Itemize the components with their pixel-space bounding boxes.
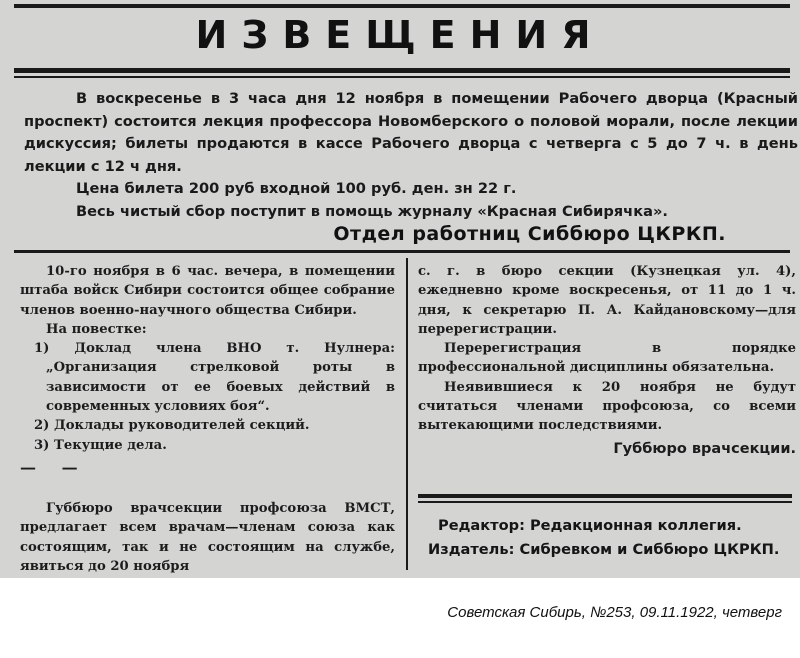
section-divider-rule [14,250,790,253]
page-title: ИЗВЕЩЕНИЯ [195,13,605,57]
announcement-signature [0,221,800,247]
source-caption: Советская Сибирь, №253, 09.11.1922, четверг [447,604,782,621]
warning-notice: Неявившиеся к 20 ноября не будут считаться членами профсоюза, со всеми вытекающими последствиями. [418,379,796,434]
left-column [20,262,395,576]
separator-dashes: — — [20,457,88,477]
notice-continuation: с. г. в бюро секции (Кузнецкая ул. 4), ежедневно кроме воскресенья, от 11 до 1 ч. дня, к секретарю П. А. Кайдановскому—для перерегистрации. [418,264,796,337]
reregistration-notice: Перерегистрация в порядке профессиональной дисциплины обязательна. [418,341,796,376]
imprint-rule [418,494,792,498]
agenda-item: 2) Доклады руководителей секций. [34,418,310,434]
top-border-rule [14,4,790,8]
title-underline-thin-rule [14,76,790,78]
column-divider-rule [406,258,408,570]
vrachsektsiya-signature: Губбюро врачсекции. [613,440,796,457]
vmst-notice: Губбюро врачсекции профсоюза ВМСТ, предлагает всем врачам—членам союза как состоящим, так и не состоящим на службе, явиться до 20 ноября [20,500,395,574]
title-underline-rule [14,68,790,73]
ticket-price-line: Цена билета 200 руб входной 100 руб. ден. зн 22 г. [76,180,517,197]
lecture-announcement [24,88,798,223]
agenda-label: На повестке: [46,321,147,337]
imprint-block [420,514,792,562]
publisher-line: Издатель: Сибревком и Сиббюро ЦКРКП. [428,541,780,558]
announcement-paragraph: В воскресенье в 3 часа дня 12 ноября в помещении Рабочего дворца (Красный проспект) состоится лекция профессора Новомберского о половой морали, после лекции дискуссия; билеты продаются в кассе Рабочего дворца с четверга с 5 до 7 ч. в день лекции с 12 ч дня. [24,90,798,175]
imprint-rule-thin [418,501,792,503]
proceeds-line: Весь чистый сбор поступит в помощь журналу «Красная Сибирячка». [76,202,668,220]
right-column [418,262,796,459]
meeting-notice: 10-го ноября в 6 час. вечера, в помещении штаба войск Сибири состоится общее собрание членов военно-научного общества Сибири. [20,264,395,318]
agenda-item: 3) Текущие дела. [34,437,167,453]
editor-line: Редактор: Редакционная коллегия. [438,517,742,534]
agenda-item: 1) Доклад члена ВНО т. Нулнера: „Организация стрелковой роты в зависимости от ее боевых действий в современных условиях боя“. [34,341,395,415]
signature-text: Отдел работниц Сиббюро ЦКРКП. [333,223,726,245]
